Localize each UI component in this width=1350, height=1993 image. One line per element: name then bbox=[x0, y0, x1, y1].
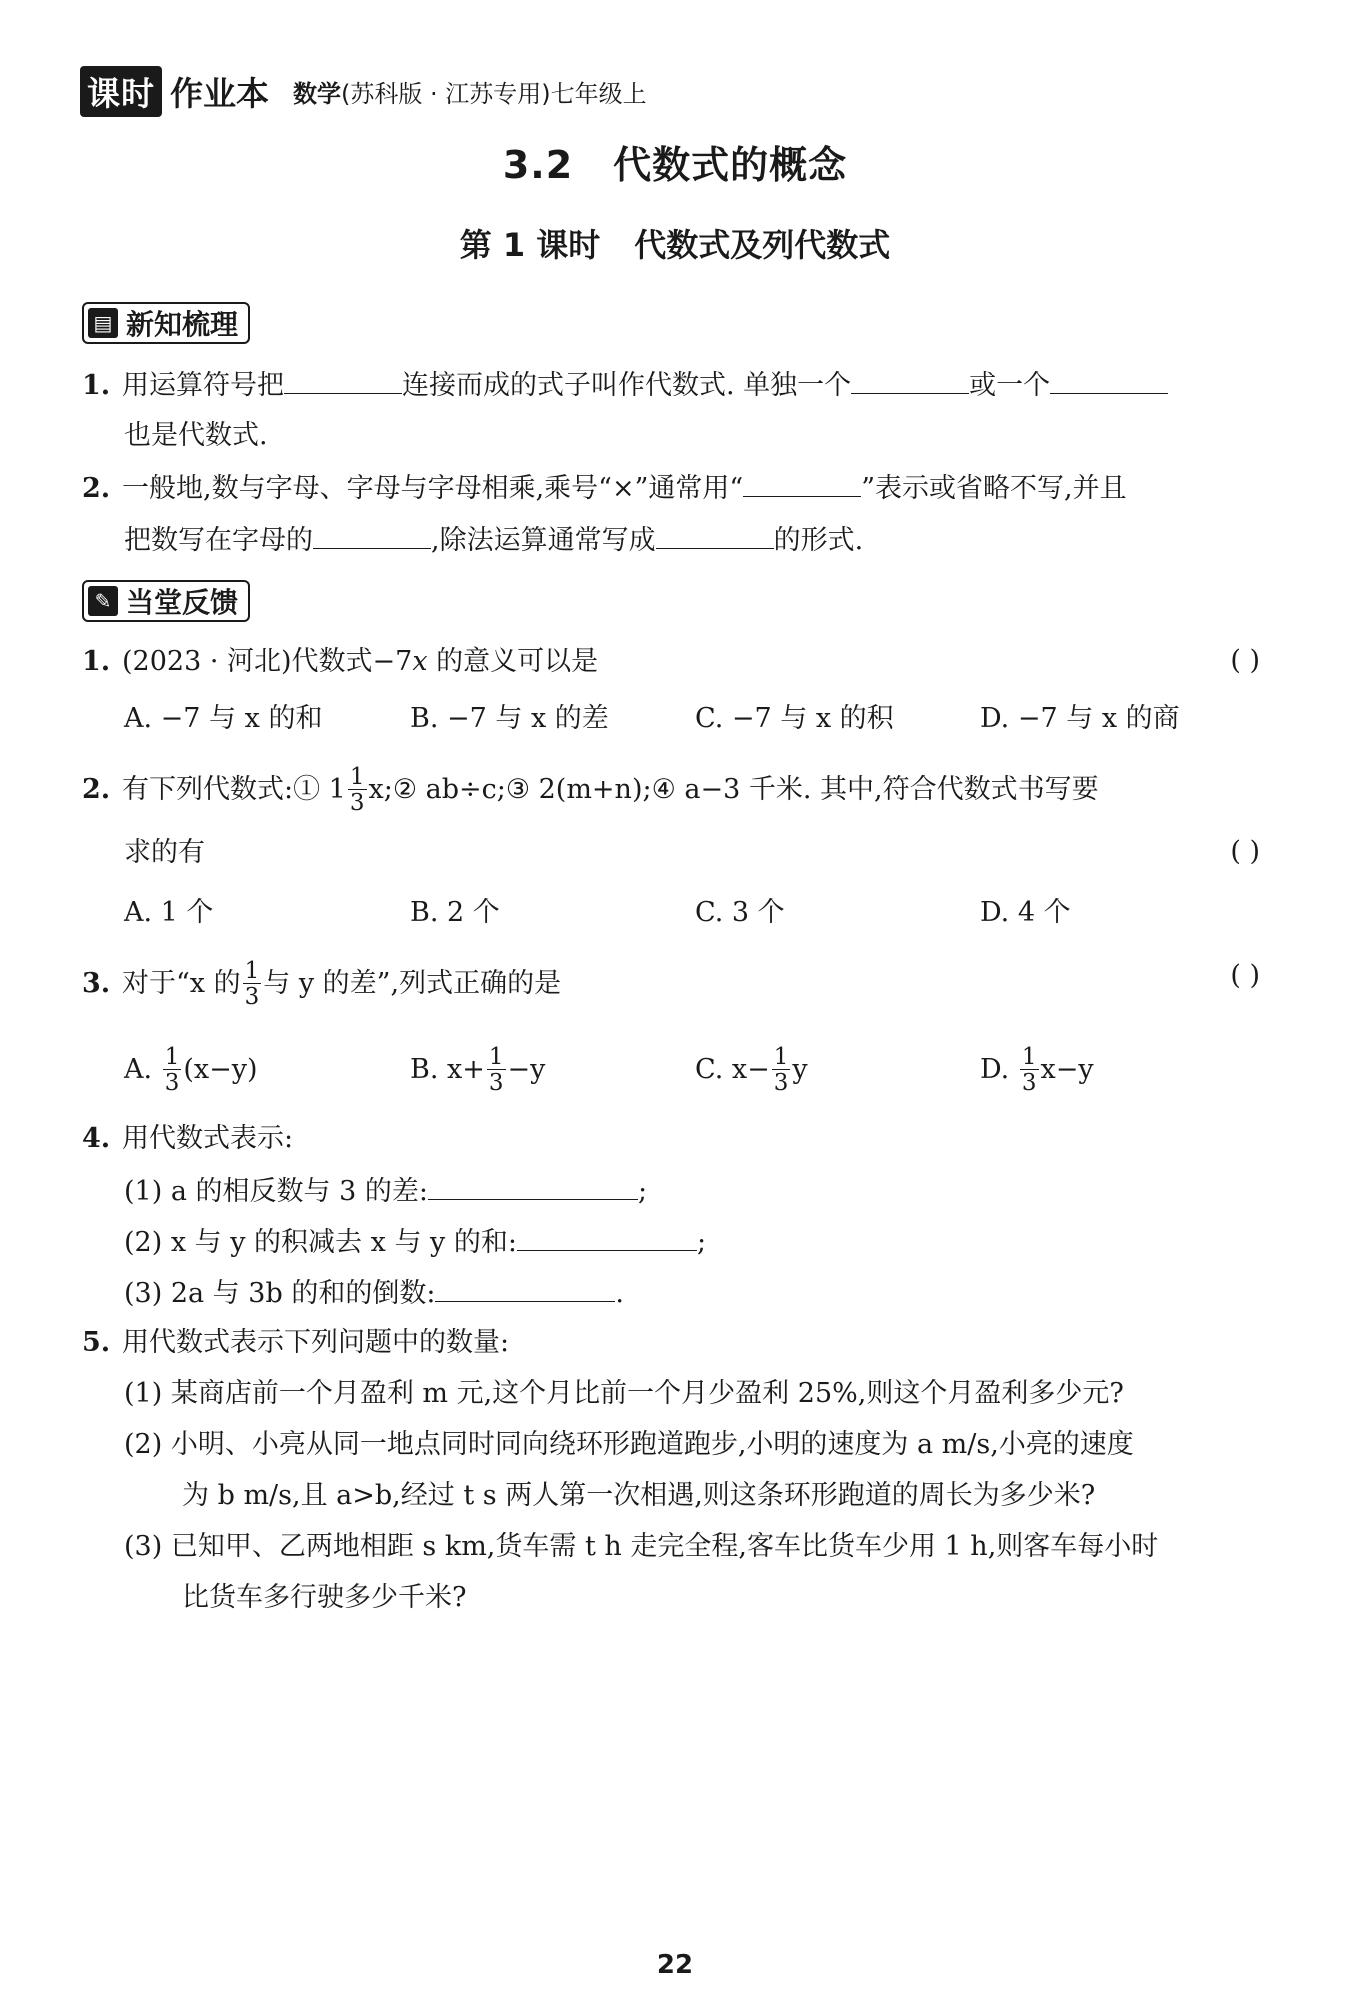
answer-parentheses[interactable]: ( ) bbox=[1230, 960, 1260, 991]
book-info bbox=[293, 74, 647, 109]
answer-blank[interactable] bbox=[851, 367, 969, 394]
answer-parentheses[interactable]: ( ) bbox=[1230, 645, 1260, 676]
feedback-q5-item2: (2) 小明、小亮从同一地点同时同向绕环形跑道跑步,小明的速度为 a m/s,小亮的速度 bbox=[124, 1429, 1134, 1460]
option-b[interactable]: B. 2 个 bbox=[410, 897, 500, 928]
section-tag-feedback bbox=[82, 580, 250, 622]
knowledge-q2-line1: 2. 一般地,数与字母、字母与字母相乘,乘号“×”通常用“ ”表示或省略不写,并且 bbox=[82, 470, 1127, 506]
feedback-q2-stem: 2. 有下列代数式:① 1 $\frac{1}{3}$ x;② ab÷c;③ 2(m+n);④ a−3 千米. 其中,符合代数式书写要 bbox=[82, 764, 1099, 816]
answer-blank[interactable] bbox=[517, 1224, 697, 1251]
section-label: 当堂反馈 bbox=[126, 586, 239, 619]
page-title bbox=[0, 134, 1350, 189]
logo-text: 作业本 bbox=[170, 74, 269, 113]
option-c[interactable]: C. x− $\frac{1}{3}$ y bbox=[695, 1044, 808, 1096]
feedback-q5-stem: 5. 用代数式表示下列问题中的数量: bbox=[82, 1327, 510, 1358]
option-a[interactable]: A. $\frac{1}{3}$ (x−y) bbox=[124, 1044, 258, 1096]
feedback-q5-item3-cont: 比货车多行驶多少千米? bbox=[182, 1582, 467, 1613]
option-d[interactable]: D. $\frac{1}{3}$ x−y bbox=[980, 1044, 1094, 1096]
section-title: 代数式的概念 bbox=[613, 143, 848, 187]
section-label: 新知梳理 bbox=[126, 308, 239, 341]
option-d[interactable]: D. 4 个 bbox=[980, 897, 1071, 928]
section-number: 3.2 bbox=[502, 143, 574, 187]
subject: 数学 bbox=[293, 80, 341, 108]
answer-blank[interactable] bbox=[656, 522, 774, 549]
pencil-icon: ✎ bbox=[88, 586, 118, 616]
feedback-q5-item3: (3) 已知甲、乙两地相距 s km,货车需 t h 走完全程,客车比货车少用 1 h,则客车每小时 bbox=[124, 1531, 1159, 1562]
option-a[interactable]: A. 1 个 bbox=[124, 897, 214, 928]
answer-blank[interactable] bbox=[428, 1173, 638, 1200]
lesson-name: 代数式及列代数式 bbox=[634, 226, 891, 264]
option-b[interactable]: B. −7 与 x 的差 bbox=[410, 703, 609, 734]
page-number: 22 bbox=[656, 1950, 694, 1980]
lesson-title bbox=[0, 220, 1350, 266]
answer-blank[interactable] bbox=[1050, 367, 1168, 394]
feedback-q4-stem: 4. 用代数式表示: bbox=[82, 1123, 294, 1154]
feedback-q5-item2-cont: 为 b m/s,且 a>b,经过 t s 两人第一次相遇,则这条环形跑道的周长为多少米? bbox=[182, 1480, 1096, 1511]
feedback-q4-item3: (3) 2a 与 3b 的和的倒数: . bbox=[124, 1275, 624, 1311]
feedback-q4-item1: (1) a 的相反数与 3 的差: ; bbox=[124, 1173, 647, 1209]
answer-blank[interactable] bbox=[313, 522, 431, 549]
option-a[interactable]: A. −7 与 x 的和 bbox=[124, 703, 323, 734]
fraction: $\frac{1}{3}$ bbox=[244, 958, 260, 1010]
answer-blank[interactable] bbox=[284, 367, 402, 394]
option-c[interactable]: C. 3 个 bbox=[695, 897, 785, 928]
section-tag-knowledge bbox=[82, 302, 250, 344]
option-c[interactable]: C. −7 与 x 的积 bbox=[695, 703, 894, 734]
knowledge-q1-line1: 1. 用运算符号把 连接而成的式子叫作代数式. 单独一个 或一个 bbox=[82, 367, 1168, 403]
feedback-q3-stem: 3. 对于“x 的 $\frac{1}{3}$ 与 y 的差”,列式正确的是 bbox=[82, 958, 562, 1010]
feedback-q5-item1: (1) 某商店前一个月盈利 m 元,这个月比前一个月少盈利 25%,则这个月盈利多少元? bbox=[124, 1378, 1124, 1409]
knowledge-q2-line2: 把数写在字母的 ,除法运算通常写成 的形式. bbox=[124, 522, 863, 558]
option-b[interactable]: B. x+ $\frac{1}{3}$ −y bbox=[410, 1044, 546, 1096]
answer-parentheses[interactable]: ( ) bbox=[1230, 836, 1260, 867]
feedback-q1-stem: 1. (2023 · 河北)代数式−7x 的意义可以是 bbox=[82, 646, 599, 677]
logo-box: 课时 bbox=[80, 66, 162, 117]
feedback-q2-stem-line2: 求的有 bbox=[124, 837, 205, 868]
option-d[interactable]: D. −7 与 x 的商 bbox=[980, 703, 1180, 734]
answer-blank[interactable] bbox=[435, 1275, 615, 1302]
answer-blank[interactable] bbox=[743, 470, 861, 497]
knowledge-q1-line2: 也是代数式. bbox=[124, 420, 268, 451]
feedback-q4-item2: (2) x 与 y 的积减去 x 与 y 的和: ; bbox=[124, 1224, 706, 1260]
fraction: $\frac{1}{3}$ bbox=[349, 764, 365, 816]
lesson-number: 第 1 课时 bbox=[459, 226, 601, 264]
book-icon: ▤ bbox=[88, 308, 118, 338]
header bbox=[80, 66, 647, 117]
edition: (苏科版 · 江苏专用)七年级上 bbox=[341, 80, 647, 108]
